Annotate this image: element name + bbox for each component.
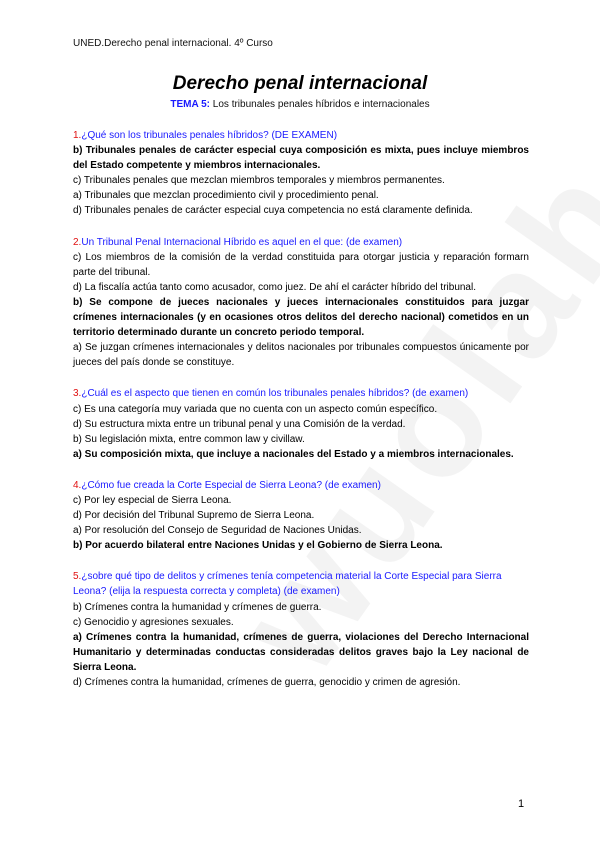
answer-option: c) Es una categoría muy variada que no cuenta con un aspecto común específico.: [73, 403, 438, 415]
answer-option: b) Su legislación mixta, entre common law y civillaw.: [73, 433, 305, 445]
answer-option-correct: b) Por acuerdo bilateral entre Naciones Unidas y el Gobierno de Sierra Leona.: [73, 540, 443, 552]
question-2: [73, 235, 529, 371]
answer-option-correct: b) Se compone de jueces nacionales y jueces internacionales constituidos para juzgar crímenes internacionales (y en ocasiones otros delitos del derecho nacional) cometidos en un territorio determinado durante un concreto periodo temporal.: [73, 296, 529, 339]
answer-option: d) Su estructura mixta entre un tribunal penal y una Comisión de la verdad.: [73, 418, 406, 430]
running-header: UNED.Derecho penal internacional. 4º Curso: [73, 38, 273, 49]
tema-label: TEMA 5:: [170, 99, 211, 110]
answer-option: a) Se juzgan crímenes internacionales y delitos nacionales por tribunales compuestos únicamente por jueces del país donde se constituye.: [73, 342, 529, 369]
question-label: Un Tribunal Penal Internacional Híbrido es aquel en el que: (de examen): [81, 236, 403, 248]
question-text: [73, 235, 529, 250]
tema-text: Los tribunales penales híbridos e internacionales: [210, 99, 430, 110]
question-4: [73, 478, 529, 553]
question-label: ¿sobre qué tipo de delitos y crímenes tenía competencia material la Corte Especial para Sierra Leona? (elija la respuesta correcta y completa) (de examen): [73, 571, 502, 598]
answer-option-correct: a) Su composición mixta, que incluye a nacionales del Estado y a miembros internacionales.: [73, 448, 514, 460]
question-label: ¿Qué son los tribunales penales híbridos? (DE EXAMEN): [81, 130, 338, 141]
answer-option: d) Por decisión del Tribunal Supremo de Sierra Leona.: [73, 510, 315, 522]
question-number: 4.: [73, 479, 82, 491]
questions-list: [73, 128, 529, 706]
question-1: [73, 128, 529, 219]
question-number: 3.: [73, 388, 82, 400]
question-3: [73, 386, 529, 461]
document-title: Derecho penal internacional: [172, 73, 428, 94]
question-number: 1.: [73, 130, 82, 141]
question-number: 2.: [73, 236, 82, 248]
answer-option: d) Tribunales penales de carácter especial cuya competencia no está claramente definida.: [73, 205, 473, 217]
answer-option: d) Crímenes contra la humanidad, crímenes de guerra, genocidio y crimen de agresión.: [73, 677, 461, 688]
answer-option: a) Tribunales que mezclan procedimiento civil y procedimiento penal.: [73, 190, 379, 202]
answer-option: c) Los miembros de la comisión de la verdad constituida para otorgar justicia y reparación formarn parte del tribunal.: [73, 251, 529, 278]
question-label: ¿Cómo fue creada la Corte Especial de Sierra Leona? (de examen): [81, 479, 381, 491]
document-subtitle: [0, 99, 600, 110]
question-text: [73, 128, 529, 143]
answer-option: c) Por ley especial de Sierra Leona.: [73, 494, 232, 506]
answer-option-correct: b) Tribunales penales de carácter especial cuya composición es mixta, pues incluye miembros del Estado competente y miembros internacionales.: [73, 145, 529, 172]
question-text: [73, 569, 529, 599]
answer-option: c) Tribunales penales que mezclan miembros temporales y miembros permanentes.: [73, 175, 445, 187]
question-number: 5.: [73, 571, 82, 583]
answer-option: d) La fiscalía actúa tanto como acusador, como juez. De ahí el carácter híbrido del tribunal.: [73, 281, 476, 293]
question-text: [73, 478, 529, 493]
answer-option: a) Por resolución del Consejo de Seguridad de Naciones Unidas.: [73, 525, 362, 537]
answer-option: c) Genocidio y agresiones sexuales.: [73, 616, 234, 628]
page-number: 1: [518, 798, 525, 810]
question-label: ¿Cuál es el aspecto que tienen en común los tribunales penales híbridos? (de examen): [81, 388, 469, 400]
question-5: [73, 569, 529, 690]
answer-option: b) Crímenes contra la humanidad y crímenes de guerra.: [73, 601, 322, 613]
answer-option-correct: a) Crímenes contra la humanidad, crímenes de guerra, violaciones del Derecho Internacional Humanitario y determinadas conductas consideradas delitos graves bajo la Ley nacional de Sierra Leona.: [73, 631, 529, 673]
question-text: [73, 386, 529, 401]
